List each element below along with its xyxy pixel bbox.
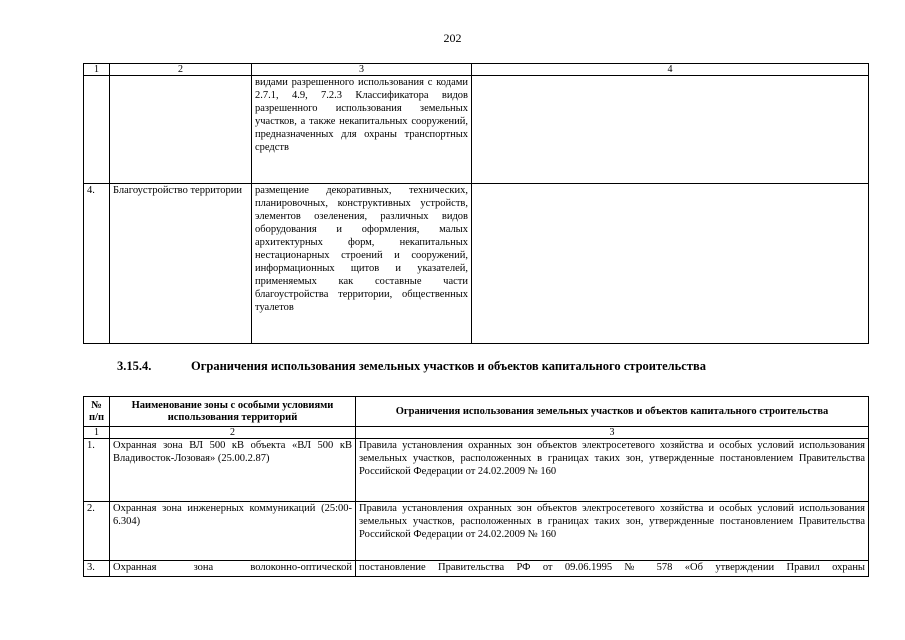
use-name <box>110 76 252 184</box>
section-number: 3.15.4. <box>117 359 152 373</box>
row-number: 2. <box>84 502 110 561</box>
restriction-text: Правила установления охранных зон объектов электросетевого хозяйства и особых условий использования земельных участков, расположенных в границах таких зон, утвержденные постановлением Правительства Российской Федерации от 24.02.2009 № 160 <box>356 439 869 502</box>
restriction-text: Правила установления охранных зон объектов электросетевого хозяйства и особых условий использования земельных участков, расположенных в границах таких зон, утвержденные постановлением Правительства Российской Федерации от 24.02.2009 № 160 <box>356 502 869 561</box>
restrictions-table <box>83 396 869 577</box>
restriction-text: постановление Правительства РФ от 09.06.1995 № 578 «Об утверждении Правил охраны <box>356 561 869 577</box>
column-number: 1 <box>84 64 110 76</box>
table-row <box>84 76 869 184</box>
column-number: 4 <box>472 64 869 76</box>
column-number-row <box>84 64 869 76</box>
zone-name: Охранная зона волоконно-оптической <box>110 561 356 577</box>
header-restrictions: Ограничения использования земельных участков и объектов капитального строительства <box>356 397 869 427</box>
table-row <box>84 502 869 561</box>
parameters-cell <box>472 184 869 344</box>
header-row <box>84 397 869 427</box>
column-number: 1 <box>84 427 110 439</box>
row-number: 4. <box>84 184 110 344</box>
column-number: 2 <box>110 427 356 439</box>
use-description: размещение декоративных, технических, планировочных, конструктивных устройств, элементов озеленения, различных видов оборудования и оформления, малых архитектурных форм, некапитальных нестационарных строений и сооружений, информационных щитов и указателей, применяемых как составные части благоустройства территории, общественных туалетов <box>252 184 472 344</box>
column-number: 3 <box>252 64 472 76</box>
zone-name: Охранная зона ВЛ 500 кВ объекта «ВЛ 500 кВ Владивосток-Лозовая» (25.00.2.87) <box>110 439 356 502</box>
header-num: № п/п <box>84 397 110 427</box>
column-number: 2 <box>110 64 252 76</box>
row-number: 3. <box>84 561 110 577</box>
table-row <box>84 561 869 577</box>
header-zone: Наименование зоны с особыми условиями использования территорий <box>110 397 356 427</box>
use-name: Благоустройство территории <box>110 184 252 344</box>
table-row <box>84 439 869 502</box>
parameters-cell <box>472 76 869 184</box>
row-number: 1. <box>84 439 110 502</box>
table-row <box>84 184 869 344</box>
column-number: 3 <box>356 427 869 439</box>
row-number <box>84 76 110 184</box>
permitted-use-table <box>83 63 869 344</box>
section-title: Ограничения использования земельных участков и объектов капитального строительства <box>191 359 706 373</box>
use-description: видами разрешенного использования с кодами 2.7.1, 4.9, 7.2.3 Классификатора видов разрешенного использования земельных участков, а также некапитальных сооружений, предназначенных для охраны транспортных средств <box>252 76 472 184</box>
page-number: 202 <box>443 31 462 45</box>
zone-name: Охранная зона инженерных коммуникаций (25:00-6.304) <box>110 502 356 561</box>
column-number-row <box>84 427 869 439</box>
